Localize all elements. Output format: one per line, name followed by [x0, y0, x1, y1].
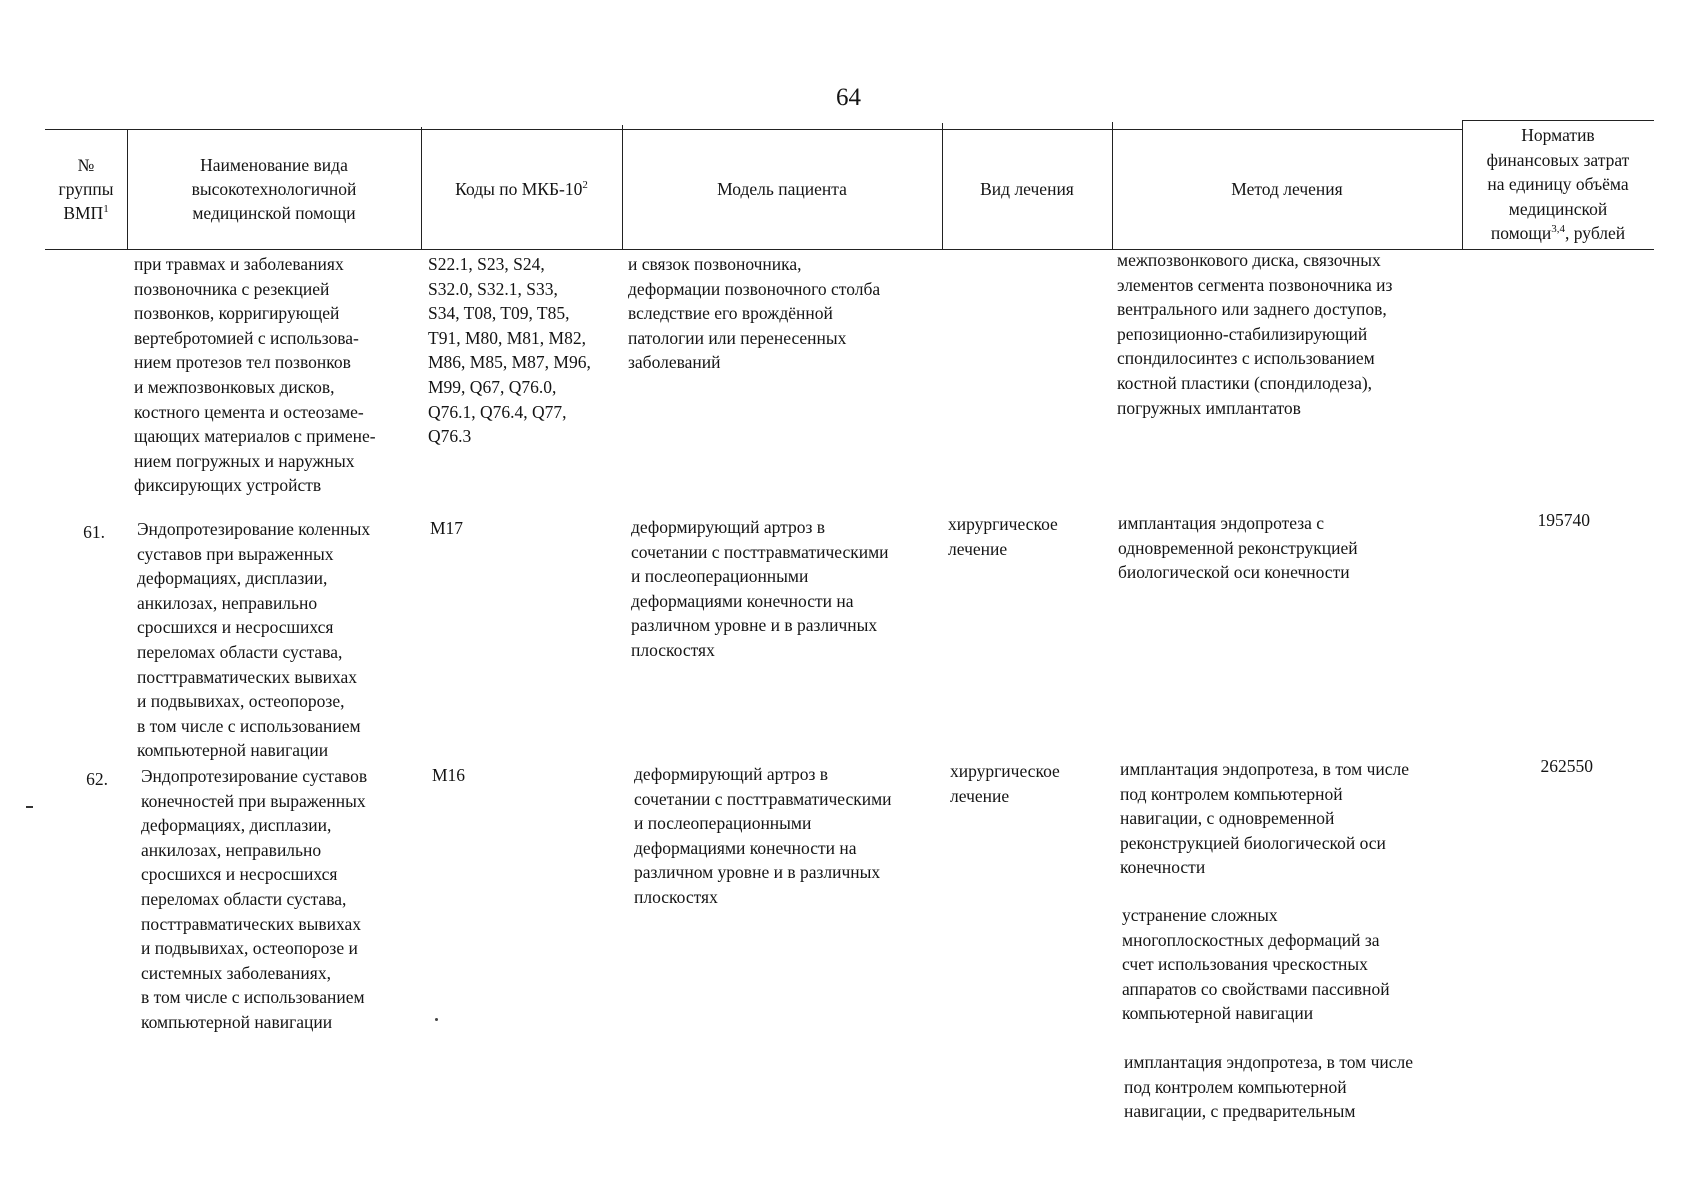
row-care-type-name: Эндопротезирование коленных суставов при выраженных деформациях, дисплазии, анкилозах, неправильно сросшихся и несросшихся переломах области сустава, посттравматических вывихах и подвывихах, остеопорозе, в том числе с использованием компьютерной навигации	[137, 519, 371, 761]
header-patient-model: Модель пациента	[717, 178, 847, 199]
row-icd10-codes: S22.1, S23, S24, S32.0, S32.1, S33, S34, T08, T09, T85, T91, M80, M81, M82, M86, M85, M87, M96, M99, Q67, Q76.0, Q76.1, Q76.4, Q77, Q76.3	[428, 254, 591, 447]
row-care-type-name: Эндопротезирование суставов конечностей при выраженных деформациях, дисплазии, анкилозах, неправильно сросшихся и несросшихся переломах области сустава, посттравматических вывихах и подвывихах, остеопорозе и системных заболеваниях, в том числе с использованием компьютерной навигации	[141, 766, 368, 1032]
row-group-number: 61.	[83, 522, 105, 542]
page-number: 64	[836, 84, 861, 111]
header-financial-norm: Норматив финансовых затрат на единицу объёма медицинской помощи$^{3,4}$, рублей	[1486, 125, 1630, 244]
row-patient-model: и связок позвоночника, деформации позвоночного столба вследствие его врождённой патологии или перенесенных заболеваний	[628, 254, 881, 373]
row-treatment-type: хирургическое лечение	[950, 761, 1060, 806]
header-treatment-method: Метод лечения	[1231, 178, 1343, 199]
row-treatment-method: имплантация эндопротеза с одновременной реконструкцией биологической оси конечности	[1118, 513, 1358, 583]
header-care-type-name: Наименование вида высокотехнологичной медицинской помощи	[191, 154, 357, 223]
header-group-number: № группы ВМП$^1$	[58, 154, 114, 223]
header-treatment-type: Вид лечения	[980, 178, 1074, 199]
scan-mark	[26, 806, 33, 808]
header-icd10-codes: Коды по МКБ-$10^2$	[455, 178, 588, 199]
row-icd10-codes: M17	[430, 518, 464, 538]
row-icd10-codes: M16	[432, 765, 466, 785]
scan-mark	[435, 1018, 438, 1021]
row-patient-model: деформирующий артроз в сочетании с посттравматическими и послеоперационными деформациями конечности на различном уровне и в различных плоскостях	[634, 764, 892, 907]
row-treatment-method-option-1: имплантация эндопротеза, в том числе под контролем компьютерной навигации, с одновременной реконструкцией биологической оси конечности	[1120, 759, 1410, 878]
row-treatment-method-option-3: имплантация эндопротеза, в том числе под контролем компьютерной навигации, с предварительным	[1124, 1052, 1414, 1122]
row-financial-norm: 262550	[1540, 756, 1593, 776]
row-group-number: 62.	[86, 769, 108, 789]
row-treatment-method-option-2: устранение сложных многоплоскостных деформаций за счет использования чрескостных аппаратов со свойствами пассивной компьютерной навигации	[1122, 905, 1390, 1024]
row-treatment-method: межпозвонкового диска, связочных элементов сегмента позвоночника из вентрального или заднего доступов, репозиционно-стабилизирующий спондилосинтез с использованием костной пластики (спондилодеза), погружных имплантатов	[1117, 250, 1393, 418]
row-treatment-type: хирургическое лечение	[948, 514, 1058, 559]
table-top-border	[1462, 120, 1654, 121]
row-patient-model: деформирующий артроз в сочетании с посттравматическими и послеоперационными деформациями конечности на различном уровне и в различных плоскостях	[631, 517, 889, 660]
row-care-type-name: при травмах и заболеваниях позвоночника с резекцией позвонков, корригирующей вертебротомией с использова- нием протезов тел позвонков и межпозвонковых дисков, костного цемента и остеозаме- щающих материалов с примене- нием погружных и наружных фиксирующих устройств	[134, 254, 376, 496]
row-financial-norm: 195740	[1537, 510, 1590, 530]
